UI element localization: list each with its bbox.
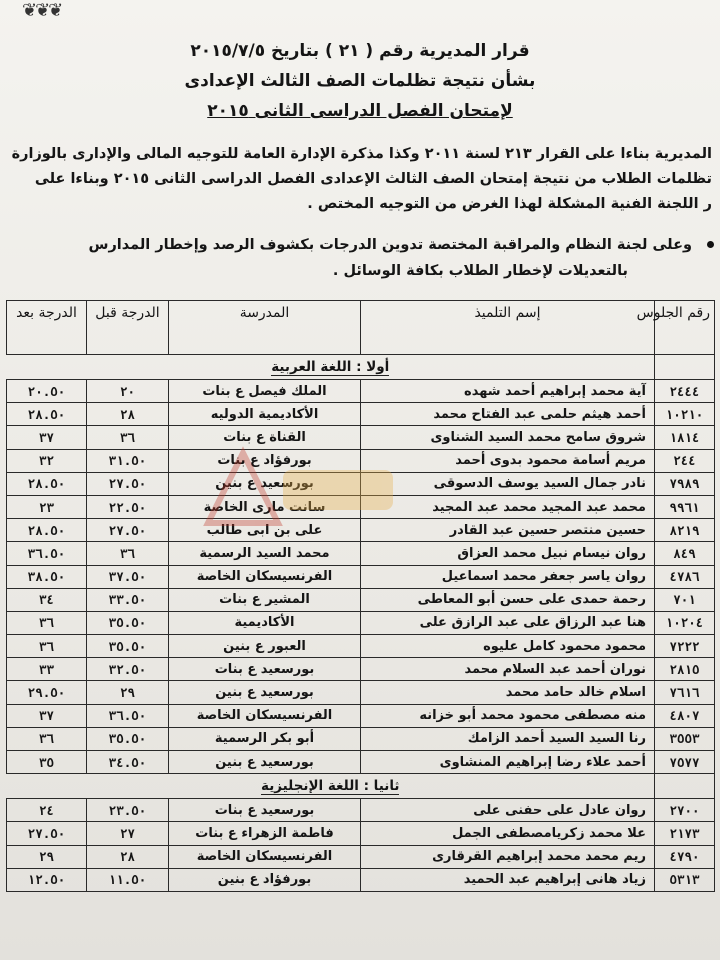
school-cell: العبور ع بنين (169, 635, 361, 658)
school-cell: الفرنسيسكان الخاصة (169, 565, 361, 588)
school-cell: المشير ع بنات (169, 588, 361, 611)
header-after: الدرجة بعد (7, 301, 87, 355)
grade-before-cell: ٣٦.٥٠ (87, 704, 169, 727)
section-title: أولا : اللغة العربية (271, 359, 390, 375)
school-cell: أبو بكر الرسمية (169, 727, 361, 750)
school-cell: الأكاديمية الدوليه (169, 403, 361, 426)
grade-after-cell: ٢٩.٥٠ (7, 681, 87, 704)
school-cell: بورفؤاد ع بنين (169, 868, 361, 891)
table-row (7, 845, 715, 868)
seat-cell: ٧٩٨٩ (655, 472, 715, 495)
results-table (6, 300, 715, 892)
intro-paragraph (0, 142, 712, 217)
grade-before-cell: ٢٨ (87, 845, 169, 868)
seat-cell: ١٠٢٠٤ (655, 611, 715, 634)
seat-cell: ٩٩٦١ (655, 495, 715, 518)
header-before: الدرجة قبل (87, 301, 169, 355)
grade-after-cell: ٣٦ (7, 727, 87, 750)
table-row (7, 751, 715, 774)
grade-after-cell: ٢٩ (7, 845, 87, 868)
table-row (7, 822, 715, 845)
seat-cell: ٤٧٨٦ (655, 565, 715, 588)
grade-before-cell: ٣١.٥٠ (87, 449, 169, 472)
section-row (7, 355, 715, 380)
student-name-cell: محمود محمود كامل عليوه (361, 635, 655, 658)
table-row (7, 635, 715, 658)
grade-after-cell: ٣٦ (7, 611, 87, 634)
student-name-cell: هنا عبد الرزاق على عبد الرازق على (361, 611, 655, 634)
grade-before-cell: ٢٨ (87, 403, 169, 426)
table-row (7, 588, 715, 611)
intro-line: المديرية بناءا على القرار ٢١٣ لسنة ٢٠١١ وكذا مذكرة الإدارة العامة للتوجيه المالى والإدارى بالوزارة (11, 146, 712, 162)
grade-before-cell: ٣٤.٥٠ (87, 751, 169, 774)
student-name-cell: روان ياسر جعفر محمد اسماعيل (361, 565, 655, 588)
table-row (7, 658, 715, 681)
grade-before-cell: ٣٥.٥٠ (87, 611, 169, 634)
school-cell: القناة ع بنات (169, 426, 361, 449)
seat-cell: ٢٤٤ (655, 449, 715, 472)
grade-before-cell: ٢٣.٥٠ (87, 799, 169, 822)
student-name-cell: روان نيسام نبيل محمد العزاق (361, 542, 655, 565)
seat-cell: ٥٣١٣ (655, 868, 715, 891)
student-name-cell: نادر جمال السيد يوسف الدسوقى (361, 472, 655, 495)
student-name-cell: ريم محمد محمد إبراهيم القرقارى (361, 845, 655, 868)
grade-before-cell: ٣٦ (87, 542, 169, 565)
grade-after-cell: ٢٨.٥٠ (7, 519, 87, 542)
grade-after-cell: ٣٦.٥٠ (7, 542, 87, 565)
decision-number: قرار المديرية رقم ( ٢١ ) بتاريخ ٢٠١٥/٧/٥ (190, 41, 530, 61)
student-name-cell: أحمد هيثم حلمى عبد الفتاح محمد (361, 403, 655, 426)
table-row (7, 727, 715, 750)
table-row (7, 704, 715, 727)
student-name-cell: رحمة حمدى على حسن أبو المعاطى (361, 588, 655, 611)
grade-after-cell: ٢٧.٥٠ (7, 822, 87, 845)
grade-after-cell: ٣٦ (7, 635, 87, 658)
student-name-cell: آية محمد إبراهيم أحمد شهده (361, 380, 655, 403)
section-row (7, 774, 715, 799)
school-cell: بورسعيد ع بنين (169, 472, 361, 495)
table-row (7, 868, 715, 891)
school-cell: فاطمة الزهراء ع بنات (169, 822, 361, 845)
grade-after-cell: ٣٧ (7, 704, 87, 727)
intro-line: ر اللجنة الفنية المشكلة لهذا الغرض من التوجيه المختص . (307, 196, 712, 212)
table-row (7, 519, 715, 542)
student-name-cell: محمد عبد المجيد محمد عبد المجيد (361, 495, 655, 518)
header-school: المدرسة (169, 301, 361, 355)
grade-before-cell: ٢٩ (87, 681, 169, 704)
grade-before-cell: ٢٢.٥٠ (87, 495, 169, 518)
grade-before-cell: ٢٧.٥٠ (87, 519, 169, 542)
table-row (7, 565, 715, 588)
seat-cell: ٢٧٠٠ (655, 799, 715, 822)
grade-after-cell: ٢٠.٥٠ (7, 380, 87, 403)
grade-before-cell: ٢٠ (87, 380, 169, 403)
table-header-row (7, 301, 715, 355)
student-name-cell: مريم أسامة محمود بدوى أحمد (361, 449, 655, 472)
table-row (7, 542, 715, 565)
table-row (7, 472, 715, 495)
table-row (7, 449, 715, 472)
seat-cell: ٢٨١٥ (655, 658, 715, 681)
header-seat: رقم الجلوس (655, 301, 715, 355)
grade-after-cell: ٣٣ (7, 658, 87, 681)
seat-cell: ٢٤٤٤ (655, 380, 715, 403)
seat-cell: ٢١٧٣ (655, 822, 715, 845)
grade-after-cell: ٣٧ (7, 426, 87, 449)
seat-cell: ٧٢٢٢ (655, 635, 715, 658)
section-seat-cell (655, 774, 715, 799)
grade-after-cell: ٣٨.٥٠ (7, 565, 87, 588)
grade-after-cell: ٢٤ (7, 799, 87, 822)
grade-before-cell: ٣٦ (87, 426, 169, 449)
school-cell: بورسعيد ع بنات (169, 658, 361, 681)
student-name-cell: نوران أحمد عبد السلام محمد (361, 658, 655, 681)
grade-after-cell: ٣٤ (7, 588, 87, 611)
table-row (7, 426, 715, 449)
student-name-cell: منه مصطفى محمود محمد أبو خزانه (361, 704, 655, 727)
seat-cell: ٧٥٧٧ (655, 751, 715, 774)
section-seat-cell (655, 355, 715, 380)
student-name-cell: أحمد علاء رضا إبراهيم المنشاوى (361, 751, 655, 774)
seat-cell: ٨٤٩ (655, 542, 715, 565)
section-title-cell (7, 355, 655, 380)
student-name-cell: شروق سامح محمد السيد الشناوى (361, 426, 655, 449)
seat-cell: ٣٥٥٣ (655, 727, 715, 750)
grade-before-cell: ٣٥.٥٠ (87, 727, 169, 750)
grade-after-cell: ٢٨.٥٠ (7, 472, 87, 495)
decision-exam: لإمتحان الفصل الدراسى الثانى ٢٠١٥ (207, 101, 513, 121)
school-cell: بورفؤاد ع بنات (169, 449, 361, 472)
school-cell: بورسعيد ع بنين (169, 681, 361, 704)
grade-after-cell: ٣٥ (7, 751, 87, 774)
bullet-icon (707, 241, 714, 248)
student-name-cell: علا محمد زكريامصطفى الجمل (361, 822, 655, 845)
grade-before-cell: ٣٢.٥٠ (87, 658, 169, 681)
seat-cell: ٧٦١٦ (655, 681, 715, 704)
grade-before-cell: ١١.٥٠ (87, 868, 169, 891)
table-row (7, 681, 715, 704)
school-cell: بورسعيد ع بنين (169, 751, 361, 774)
student-name-cell: رنا السيد السيد أحمد الزامك (361, 727, 655, 750)
seat-cell: ٧٠١ (655, 588, 715, 611)
grade-after-cell: ٢٨.٥٠ (7, 403, 87, 426)
student-name-cell: اسلام خالد حامد محمد (361, 681, 655, 704)
grade-after-cell: ٣٢ (7, 449, 87, 472)
section-title: ثانيا : اللغة الإنجليزية (261, 778, 400, 795)
school-cell: الملك فيصل ع بنات (169, 380, 361, 403)
seat-cell: ١٠٢١٠ (655, 403, 715, 426)
intro-line: تظلمات الطلاب من نتيجة إمتحان الصف الثالث الإعدادى الفصل الدراسى الثانى ٢٠١٥ وبناءا على (34, 171, 712, 187)
school-cell: سانت مارى الخاصة (169, 495, 361, 518)
bullet-paragraph (32, 232, 692, 284)
table-row (7, 799, 715, 822)
grade-after-cell: ٢٣ (7, 495, 87, 518)
table-row (7, 611, 715, 634)
grade-after-cell: ١٢.٥٠ (7, 868, 87, 891)
school-cell: الأكاديمية (169, 611, 361, 634)
decision-header (0, 36, 720, 126)
seat-cell: ٨٢١٩ (655, 519, 715, 542)
seat-cell: ٤٧٩٠ (655, 845, 715, 868)
grade-before-cell: ٣٥.٥٠ (87, 635, 169, 658)
student-name-cell: حسين منتصر حسين عبد القادر (361, 519, 655, 542)
school-cell: الفرنسيسكان الخاصة (169, 845, 361, 868)
grade-before-cell: ٣٧.٥٠ (87, 565, 169, 588)
table-row (7, 495, 715, 518)
section-title-cell (7, 774, 655, 799)
grade-before-cell: ٢٧ (87, 822, 169, 845)
grade-before-cell: ٢٧.٥٠ (87, 472, 169, 495)
header-name: إسم التلميذ (361, 301, 655, 355)
seat-cell: ٤٨٠٧ (655, 704, 715, 727)
bullet-line: بالتعديلات لإخطار الطلاب بكافة الوسائل . (332, 263, 628, 279)
school-cell: بورسعيد ع بنات (169, 799, 361, 822)
decision-subject: بشأن نتيجة تظلمات الصف الثالث الإعدادى (184, 71, 536, 91)
table-row (7, 380, 715, 403)
table-row (7, 403, 715, 426)
corner-ornament-icon: ❦❦❦ (22, 0, 62, 21)
seat-cell: ١٨١٤ (655, 426, 715, 449)
school-cell: على بن ابى طالب (169, 519, 361, 542)
school-cell: الفرنسيسكان الخاصة (169, 704, 361, 727)
bullet-line: وعلى لجنة النظام والمراقبة المختصة تدوين الدرجات بكشوف الرصد وإخطار المدارس (88, 237, 692, 253)
school-cell: محمد السيد الرسمية (169, 542, 361, 565)
student-name-cell: روان عادل على حفنى على (361, 799, 655, 822)
student-name-cell: زياد هانى إبراهيم عبد الحميد (361, 868, 655, 891)
grade-before-cell: ٣٣.٥٠ (87, 588, 169, 611)
